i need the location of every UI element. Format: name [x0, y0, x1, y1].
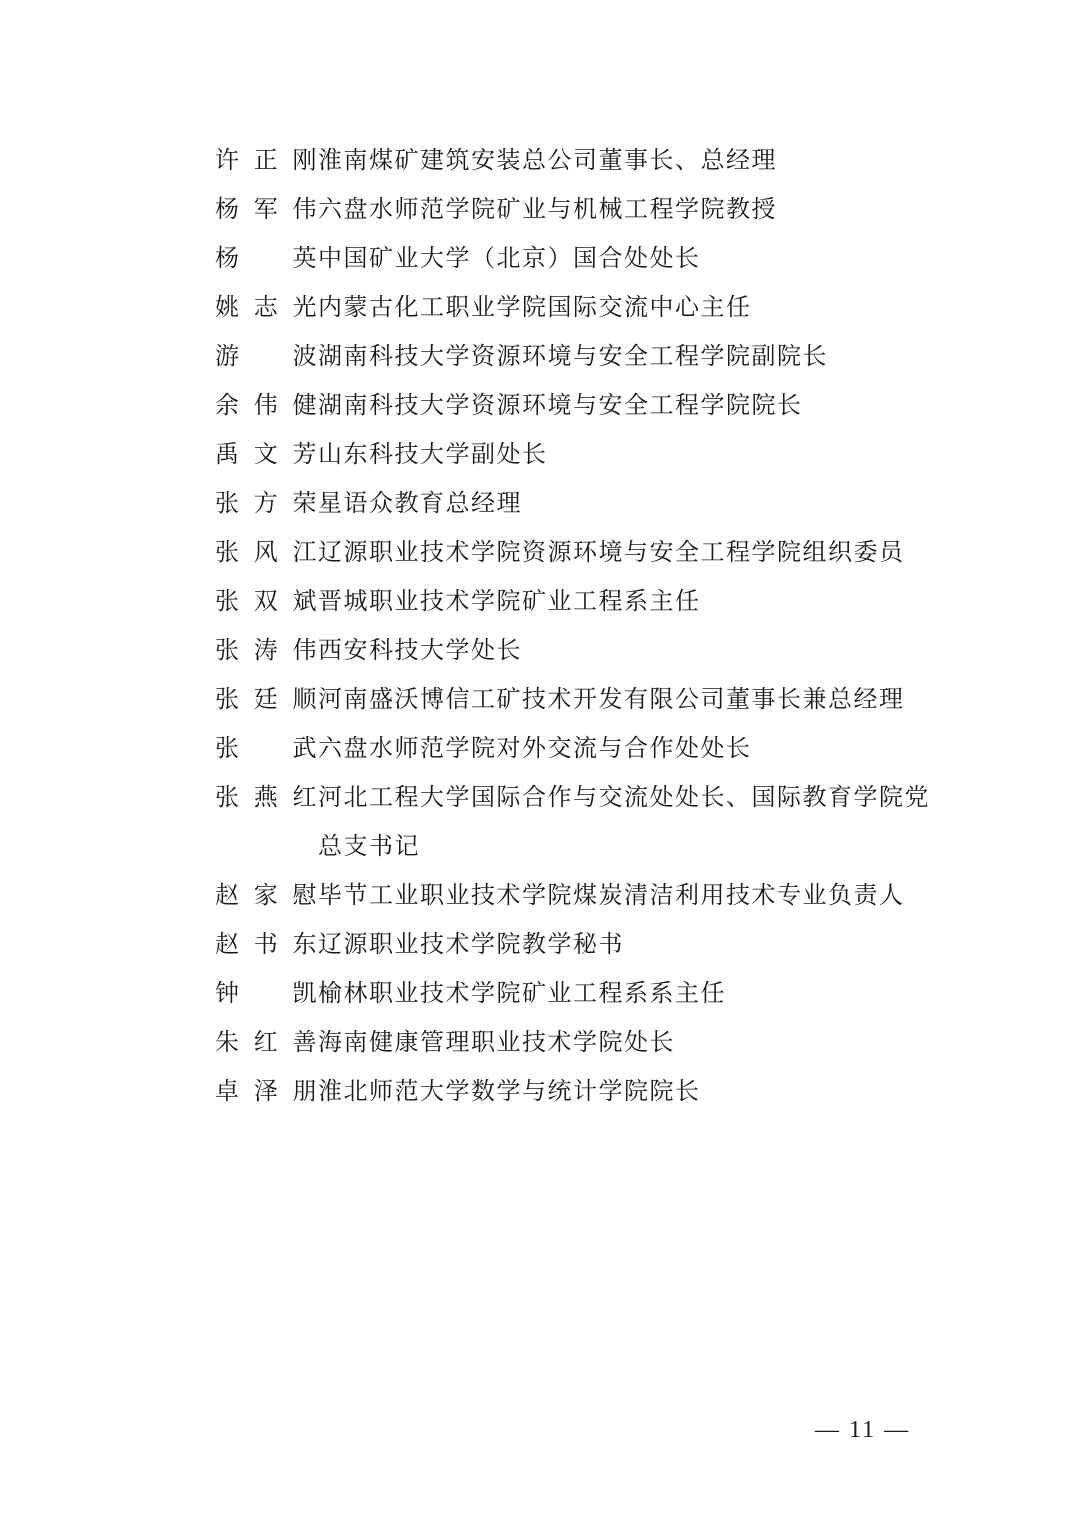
member-title: 淮南煤矿建筑安装总公司董事长、总经理: [318, 146, 777, 174]
list-item: [215, 1067, 935, 1116]
list-item: [215, 871, 935, 920]
list-item: [215, 234, 935, 283]
member-name: 游 波: [215, 342, 318, 370]
member-list: [215, 136, 935, 1116]
list-item: [215, 626, 935, 675]
list-item: [215, 920, 935, 969]
member-title: 六盘水师范学院对外交流与合作处处长: [318, 734, 752, 762]
member-name: 张 武: [215, 734, 318, 762]
member-title: 淮北师范大学数学与统计学院院长: [318, 1077, 701, 1105]
member-title: 晋城职业技术学院矿业工程系主任: [318, 587, 701, 615]
member-name: 钟 凯: [215, 979, 318, 1007]
member-title: 湖南科技大学资源环境与安全工程学院院长: [318, 391, 803, 419]
list-item: [215, 528, 935, 577]
member-title: 西安科技大学处长: [318, 636, 522, 664]
member-title: 六盘水师范学院矿业与机械工程学院教授: [318, 195, 777, 223]
member-title: 湖南科技大学资源环境与安全工程学院副院长: [318, 342, 828, 370]
member-name: 张风江: [215, 538, 318, 566]
member-title: 河北工程大学国际合作与交流处处长、国际教育学院党总支书记: [318, 783, 930, 860]
member-name: 张方荣: [215, 489, 318, 517]
list-item: [215, 675, 935, 724]
member-name: 朱红善: [215, 1028, 318, 1056]
list-item: [215, 430, 935, 479]
member-title: 内蒙古化工职业学院国际交流中心主任: [318, 293, 752, 321]
member-name: 杨 英: [215, 244, 318, 272]
member-name: 赵家慰: [215, 881, 318, 909]
list-item: [215, 724, 935, 773]
list-item: [215, 381, 935, 430]
list-item: [215, 577, 935, 626]
member-name: 赵书东: [215, 930, 318, 958]
list-item: [215, 185, 935, 234]
member-title: 毕节工业职业技术学院煤炭清洁利用技术专业负责人: [318, 881, 905, 909]
list-item: [215, 969, 935, 1018]
page-number: — 11 —: [815, 1417, 911, 1443]
member-name: 姚志光: [215, 293, 318, 321]
member-name: 卓泽朋: [215, 1077, 318, 1105]
member-title: 榆林职业技术学院矿业工程系系主任: [318, 979, 726, 1007]
member-name: 禹文芳: [215, 440, 318, 468]
member-title: 河南盛沃博信工矿技术开发有限公司董事长兼总经理: [318, 685, 905, 713]
member-title: 星语众教育总经理: [318, 489, 522, 517]
member-name: 许正刚: [215, 146, 318, 174]
list-item: [215, 773, 935, 871]
member-name: 张双斌: [215, 587, 318, 615]
member-name: 张廷顺: [215, 685, 318, 713]
member-title: 海南健康管理职业技术学院处长: [318, 1028, 675, 1056]
list-item: [215, 283, 935, 332]
list-item: [215, 332, 935, 381]
list-item: [215, 479, 935, 528]
member-title: 中国矿业大学（北京）国合处处长: [318, 244, 701, 272]
list-item: [215, 136, 935, 185]
member-name: 张燕红: [215, 783, 318, 811]
member-name: 张涛伟: [215, 636, 318, 664]
member-title: 山东科技大学副处长: [318, 440, 548, 468]
member-name: 余伟健: [215, 391, 318, 419]
member-title: 辽源职业技术学院教学秘书: [318, 930, 624, 958]
list-item: [215, 1018, 935, 1067]
member-title: 辽源职业技术学院资源环境与安全工程学院组织委员: [318, 538, 905, 566]
member-name: 杨军伟: [215, 195, 318, 223]
